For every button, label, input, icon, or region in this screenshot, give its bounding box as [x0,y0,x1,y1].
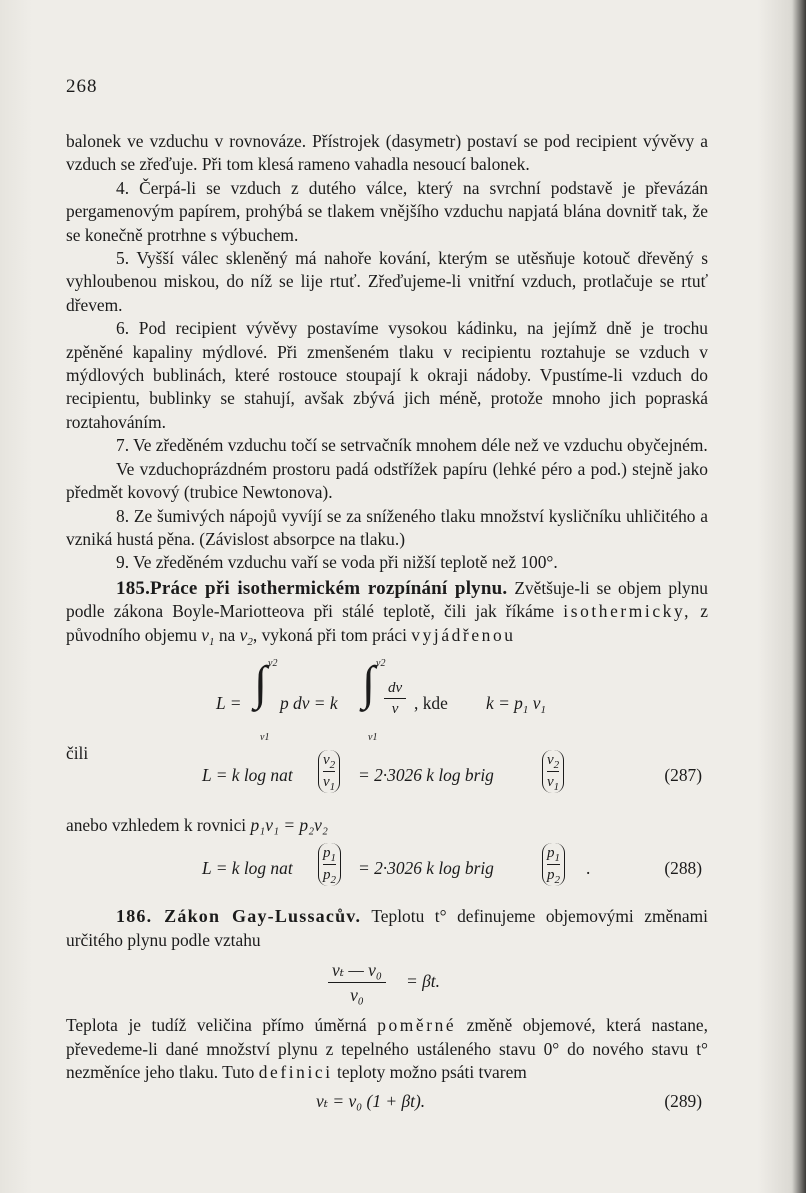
eq288-paren-1: $\frac{p_1}{p_2}$ [318,843,341,886]
equation-288 [66,837,708,901]
body-text [66,130,708,1114]
eq-int-kde: , kde [414,692,448,713]
eq287-paren-1: $\frac{v_2}{v_1}$ [318,750,340,793]
item-7b: Ve vzduchoprázdném prostoru padá odstřížek papíru (lehké péro a pod.) stejně jako předmět kovový (trubice Newtonova). [66,458,708,503]
eq288-end: . [586,858,591,879]
binding-gutter [792,0,806,1193]
poměrné-spaced: poměrné [377,1015,457,1036]
equation-gay-lussac [66,952,708,1014]
item-9: 9. Ve zředěném vzduchu vaří se voda při nižší teplotě než 100°. [116,552,558,573]
section-185-text-a: Zvětšuje-li se objem plynu podle zákona Boyle-Mariotteova při stálé teplotě, čili jak říkáme [66,577,709,622]
paragraph-teplota: Teplota je tudíž veličina přímo úměrná poměrné změně objemové, která nastane, převedeme-li dané množství plynu z tepelného ustáleného stavu 0° do nového stavu t° nezměníce jeho tlaku. Tuto definici teploty možno psáti tvarem [66,1015,708,1082]
eq-int-k: $k = p_1$ $v_1$ [486,692,546,716]
integral-2: ∫ v2 v1 [362,656,386,743]
eq287-number: (287) [664,764,702,785]
section-185-isothermicky: isothermicky, [563,601,692,622]
section-185-vyjadrenou: vyjádřenou [411,624,516,645]
section-185-text-b: z původního objemu [66,601,708,645]
eq288-mid: = 2·3026 k log brig [358,858,494,879]
anebo-line [66,814,708,837]
page-number: 268 [66,76,98,97]
section-186 [66,905,708,952]
section-185-text-c: na [218,624,236,645]
v2-symbol: $v_2$ [239,624,253,648]
item-5: 5. Vyšší válec skleněný má nahoře kování, kterým se utěsňuje kotouč dřevěný s vyhloubenou miskou, do níž se lije rtuť. Zřeďujeme-li vnitřní vzduch, protlačuje se rtuť dřevem. [66,248,708,315]
section-186-text: Teplotu t° definujeme objemovými změnami určitého plynu podle vztahu [66,906,708,950]
eq288-lhs: L = k log nat [202,858,293,879]
item-4: 4. Čerpá-li se vzduch z dutého válce, který na svrchní podstavě je převázán pergamenovým papírem, prohýbá se tlakem vnějšího vzduchu napjatá blána dovnitř tak, že se konečně protrhne s výbuchem. [66,177,708,245]
eq287-mid: = 2·3026 k log brig [358,764,494,785]
eq289-number: (289) [664,1091,702,1112]
eq289-expr: vₜ = v₀ (1 + βt). [316,1091,426,1112]
v1-symbol: $v_1$ [201,624,215,648]
section-185 [66,577,708,650]
integral-1: ∫ v2 v1 [254,656,278,743]
eq-gl-rhs: = βt. [406,971,440,992]
section-186-heading: 186. Zákon Gay-Lussacův. [116,906,362,927]
eq-int-lhs: L = [216,692,242,713]
eq287-paren-2: $\frac{v_2}{v_1}$ [542,750,564,793]
eq288-number: (288) [664,858,702,879]
equation-289 [66,1084,708,1114]
item-6: 6. Pod recipient vývěvy postavíme vysokou kádinku, na jejímž dně je trochu zpěněné kapaliny mýdlové. Při zmenšeném tlaku v recipientu roztahuje se vzduch v mýdlových bublinách, které rostouce stoupají k okraji nádoby. Vpustíme-li vzduch do recipientu, bublinky se stahují, avšak zbývá jich méně, protože mnoho jich popraská roztahováním. [66,318,708,432]
equation-integral [66,650,708,742]
section-185-text-d: , vykoná při tom práci [252,624,407,645]
item-7: 7. Ve zředěném vzduchu točí se setrvačník mnohem déle než ve vzduchu obyčejném. [116,435,708,456]
anebo-text: anebo vzhledem k rovnici [66,814,247,835]
eq-gl-fraction: $\frac{\text{vₜ — v₀}}{\text{v₀}}$ [328,958,386,1007]
item-8: 8. Ze šumivých nápojů vyvíjí se za sníženého tlaku množství kysličníku uhličitého a vzniká hustá pěna. (Závislost absorpce na tlaku.) [66,505,708,549]
eq288-paren-2: $\frac{p_1}{p_2}$ [542,843,565,886]
eq-int-integrand: p dv = k [280,692,338,713]
equation-287 [66,742,708,804]
anebo-equation: p₁v₁ = p₂v₂ [250,814,328,835]
eq287-lhs: L = k log nat [202,764,293,785]
definici-spaced: definici [258,1061,333,1082]
cili-label: čili [66,742,89,763]
eq-int-fraction: $\frac{dv}{v}$ [384,678,406,719]
section-185-heading: 185.Práce při isothermickém rozpínání plynu. [116,577,508,599]
paragraph-intro: balonek ve vzduchu v rovnováze. Přístrojek (dasymetr) postaví se pod recipient vývěvy a vzduch se zřeďuje. Při tom klesá rameno vahadla nesoucí balonek. [66,131,708,175]
